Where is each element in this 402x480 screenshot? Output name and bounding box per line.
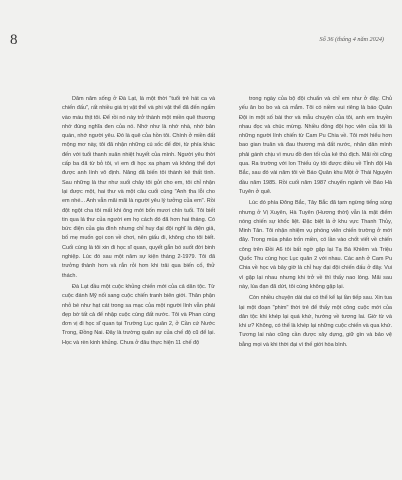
paragraph: Đà Lạt đầu một cuộc khủng chiến mới của cả dân tộc. Từ cuộc đánh Mỹ nối sang cuộc chiến tranh biên giới. Thân phận nhỏ bé như hạt cát trong sa mạc của một người lính vẫn phải đẹp bờ tất cả để nhập cuộc cùng đất nước. Tôi và Phan cùng đơn vị đi học sĩ quan tại Trường Lục quân 2, ở Cần cứ Nước Trong, Đồng Nai. Đây là trường quân sự của chế độ cũ để lại. Học và rèn kinh khủng. Chưa ở đâu thực hiện 11 chế độ bbox=[62, 283, 215, 346]
issue-label: Số 36 (tháng 4 năm 2024) bbox=[319, 36, 384, 43]
paragraph: Lúc đó phía Đông Bắc, Tây Bắc đã tạm ngừng tiếng súng nhưng ở Vị Xuyên, Hà Tuyên (Hương thời) vẫn là mặt điểm nóng chiến sự khốc liệt. Đặc biệt là ở khu vực Thanh Thủy, Minh Tân. Tôi nhận nhiệm vụ phóng viên chiến trường ở mới đây. Trong mùa phảo trốn miền, có lần vào chốt viết về chiến công trên Đồi A6 tôi bất ngờ gặp lại Tạ Bá Khiêm và Triệu Quốc Thu cùng học Lục quân 2 với nhau. Các anh ở Cam Pu Chia về học và bây giờ là chỉ huy đại đội chiến đấu ở đây. Vui vì gặp lại nhau nhưng khi trở về thì thấy nao lòng. Mãi sau này, lúa đạn đã dứt, tôi cùng không gặp lại. bbox=[239, 200, 392, 290]
right-column bbox=[239, 95, 392, 352]
left-column bbox=[62, 95, 215, 352]
paragraph: trong ngày của bộ đội chuẩn và chỉ em như ở đây. Chủ yếu ăn bo bo và cá mắm. Tôi có niềm vui riêng là báo Quân Đội in một số bài thơ và mẫu chuyện của tôi, anh em truyền nhau đọc và chúc mừng. Nhiều đồng đội học viên của tôi là những người lính chiến từ Cam Pu Chia về. Tôi mới hiểu hơn bao gian truân và đau thương mà đất nước, nhân dân mình phải gánh chịu vì mưu đồ đen tối của kẻ thù địch. Mãi rồi cũng qua. Ra trường với lon Thiếu úy tôi được điều về Tỉnh đội Hà Bắc, sau đó vài năm tôi về Báo Quân khu Một ở Thái Nguyên đầu năm 1985. Rồi cuối năm 1987 chuyển ngành về Báo Hà Tuyên ở quê. bbox=[239, 96, 392, 195]
page-number: 8 bbox=[10, 32, 18, 48]
paragraph: Dăm năm sống ở Đà Lạt, là một thời "tuổi trẻ hát ca và chiến đấu", rất nhiều giá trị vật thể và phi vật thể đã đến ngấm vào máu thịt tôi. Để rồi nó này trở thành một miền quê thương nhớ đúng nghĩa đen của nó. Nhớ như là nhớ nhà, nhớ bản quán, nhớ người yêu. Đó là quê của hồn tôi. Chính ở miền đất mộng mơ này, tôi đã nhận những cú sốc để đời, từ phía khác đến với tuổi thanh xuân nhiệt huyết của mình. Người yêu thời cấp ba đã từ bỏ tôi, vì em đi học xa phạm và không thể đợi được anh lính vô định. Nâng đã biến tôi thành kẻ thất tình. Sau những là thư như suối chảy tôi gửi cho em, tôi chỉ nhận lại được một, hai thư và một câu cuối cùng "Anh tha lỗi cho em nhé... Anh vẫn mãi mãi là người yêu lý tưởng của em". Rồi đột ngột cha tôi mất khi ông mới bốn mươi chín tuổi. Tôi biết tin qua lá thư của người em họ cách đó đã hơn hai tháng. Có bức điện của gia đình nhưng chỉ huy đại đội nghĩ là điện giả, bố mẹ muốn gọi con về chơi, nên giấu đi, không cho tôi biết. Cuối cùng là tôi xin đi học sĩ quan, quyết gắn bó suốt đời binh nghiệp. Lúc đó sau một năm sự kiện tháng 2-1979. Tôi đã trưởng thành hơn và rắn rỏi hơn khi trải qua biến cố, thử thách. bbox=[62, 96, 215, 279]
article-body bbox=[62, 95, 392, 352]
paragraph: Còn nhiều chuyện dài dai có thể kể lại lần tiếp sau. Xin tua lại một đoạn "phim" thời trẻ để thấy một công cuộc mới của dân tộc khi khép lại quá khứ, hướng về tương lai. Giờ từ và khi ư? Không, có thể là khép lại những cuộc chiến và qua khứ. Tương lai nào cũng cần được xây dựng, giữ gìn và bảo vệ bằng mọi và khi thời đại vì thế giới hòa bình. bbox=[239, 295, 392, 348]
